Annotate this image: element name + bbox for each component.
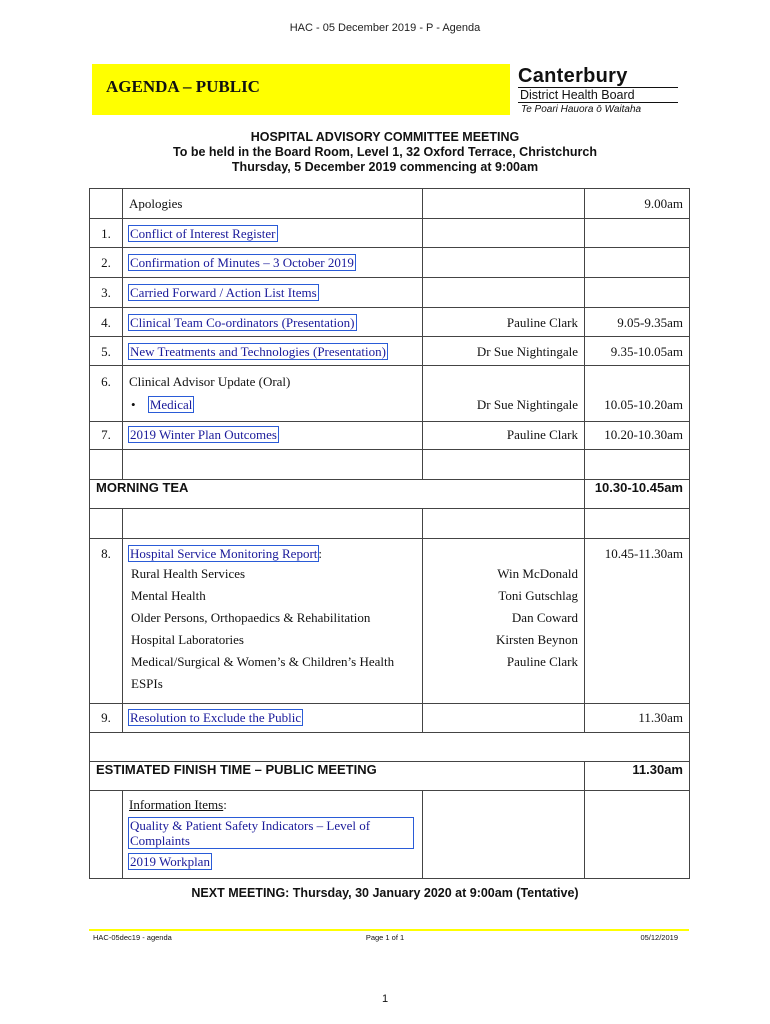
item-suffix: : <box>318 546 323 561</box>
service-name: Rural Health Services <box>131 566 246 581</box>
table-row <box>90 704 690 733</box>
table-row <box>90 539 690 704</box>
item-presenter: Pauline Clark <box>423 422 585 450</box>
info-link-workplan[interactable]: 2019 Workplan <box>130 854 210 869</box>
bullet-icon: • <box>131 397 136 412</box>
num-cell <box>90 509 123 539</box>
item-time: 9.05-9.35am <box>585 308 690 337</box>
num-cell <box>90 791 123 879</box>
service-presenter: Kirsten Beynon <box>496 632 578 647</box>
finish-label: ESTIMATED FINISH TIME – PUBLIC MEETING <box>90 762 585 791</box>
presenter-cell <box>423 189 585 219</box>
item-link[interactable]: New Treatments and Technologies (Presentation) <box>130 344 386 359</box>
time-cell <box>585 509 690 539</box>
agenda-title: AGENDA – PUBLIC <box>106 77 260 96</box>
service-name: Hospital Laboratories <box>131 632 244 647</box>
service-presenter: Dan Coward <box>511 610 578 625</box>
table-row <box>90 248 690 278</box>
item-num: 7. <box>90 422 123 450</box>
item-num: 2. <box>90 248 123 278</box>
service-name: Mental Health <box>131 588 206 603</box>
title-cell <box>123 450 423 480</box>
item-link[interactable]: 2019 Winter Plan Outcomes <box>130 427 277 442</box>
table-row <box>90 308 690 337</box>
item-num: 4. <box>90 308 123 337</box>
presenter-cell <box>423 704 585 733</box>
item-link[interactable]: Clinical Team Co-ordinators (Presentation) <box>130 315 355 330</box>
table-row <box>90 762 690 791</box>
item-link[interactable]: Resolution to Exclude the Public <box>130 710 302 725</box>
meeting-title: HOSPITAL ADVISORY COMMITTEE MEETING <box>250 130 520 144</box>
table-row <box>90 189 690 219</box>
item-presenter <box>423 278 585 308</box>
spacer-cell <box>90 733 690 762</box>
agenda-table <box>89 188 690 879</box>
table-row <box>90 422 690 450</box>
presenter-cell <box>423 791 585 879</box>
meeting-date: Thursday, 5 December 2019 commencing at 9:00am <box>231 160 539 174</box>
service-presenter: Pauline Clark <box>506 654 578 669</box>
service-presenter: Toni Gutschlag <box>498 588 578 603</box>
item-num: 9. <box>90 704 123 733</box>
next-meeting: NEXT MEETING: Thursday, 30 January 2020 at 9:00am (Tentative) <box>191 886 579 900</box>
agenda-banner <box>92 64 510 115</box>
table-row <box>90 337 690 366</box>
item-link[interactable]: Conflict of Interest Register <box>130 226 276 241</box>
meeting-location: To be held in the Board Room, Level 1, 32 Oxford Terrace, Christchurch <box>173 145 597 159</box>
table-row <box>90 791 690 879</box>
table-row <box>90 366 690 422</box>
apologies-time: 9.00am <box>585 189 690 219</box>
apologies-label: Apologies <box>123 189 423 219</box>
item-title: Clinical Advisor Update (Oral) <box>129 374 291 389</box>
finish-time: 11.30am <box>585 762 690 791</box>
item-presenter <box>423 248 585 278</box>
item-time: 9.35-10.05am <box>585 337 690 366</box>
item-time <box>585 219 690 248</box>
item-link[interactable]: Carried Forward / Action List Items <box>130 285 317 300</box>
item-presenter <box>423 219 585 248</box>
presenter-cell <box>423 450 585 480</box>
time-cell <box>585 450 690 480</box>
table-row <box>90 509 690 539</box>
table-row <box>90 219 690 248</box>
time-cell <box>585 791 690 879</box>
meeting-heading <box>0 130 770 175</box>
item-link[interactable]: Hospital Service Monitoring Report <box>130 546 318 561</box>
table-row <box>90 480 690 509</box>
item-num: 6. <box>90 366 123 422</box>
logo-line1: Canterbury <box>518 65 628 87</box>
info-link-quality[interactable]: Quality & Patient Safety Indicators – Level of Complaints <box>129 818 413 848</box>
item-time <box>585 278 690 308</box>
service-name: Older Persons, Orthopaedics & Rehabilitation <box>131 610 371 625</box>
item-time: 10.20-10.30am <box>585 422 690 450</box>
service-name: Medical/Surgical & Women’s & Children’s Health <box>131 654 395 669</box>
item-time: 10.05-10.20am <box>585 366 690 422</box>
item-time <box>585 248 690 278</box>
morning-tea-time: 10.30-10.45am <box>585 480 690 509</box>
table-row <box>90 733 690 762</box>
item-num: 8. <box>90 539 123 704</box>
logo-line3: Te Poari Hauora ō Waitaha <box>521 104 642 115</box>
table-row <box>90 450 690 480</box>
service-name: ESPIs <box>131 676 163 691</box>
num-cell <box>90 189 123 219</box>
presenter-cell <box>423 509 585 539</box>
table-row <box>90 278 690 308</box>
title-cell <box>123 509 423 539</box>
cdhb-logo <box>518 66 678 116</box>
service-presenter: Win McDonald <box>497 566 578 581</box>
footer-left: HAC-05dec19 - agenda <box>93 933 172 942</box>
item-num: 1. <box>90 219 123 248</box>
num-cell <box>90 450 123 480</box>
item-presenter: Dr Sue Nightingale <box>423 337 585 366</box>
morning-tea-label: MORNING TEA <box>90 480 585 509</box>
item-presenter: Pauline Clark <box>423 308 585 337</box>
item-num: 5. <box>90 337 123 366</box>
info-label: Information Items <box>129 797 224 812</box>
item-time: 11.30am <box>585 704 690 733</box>
item-link[interactable]: Medical <box>149 397 193 412</box>
item-num: 3. <box>90 278 123 308</box>
item-presenter: Dr Sue Nightingale <box>423 366 585 422</box>
page-number: 1 <box>381 993 389 1005</box>
logo-line2: District Health Board <box>518 87 678 103</box>
footer-date: 05/12/2019 <box>640 933 678 942</box>
info-suffix: : <box>223 797 227 812</box>
footer-divider <box>89 929 689 931</box>
item-time: 10.45-11.30am <box>585 539 690 704</box>
item-link[interactable]: Confirmation of Minutes – 3 October 2019 <box>130 255 354 270</box>
page-header: HAC - 05 December 2019 - P - Agenda <box>289 22 481 34</box>
footer-page: Page 1 of 1 <box>365 933 405 942</box>
